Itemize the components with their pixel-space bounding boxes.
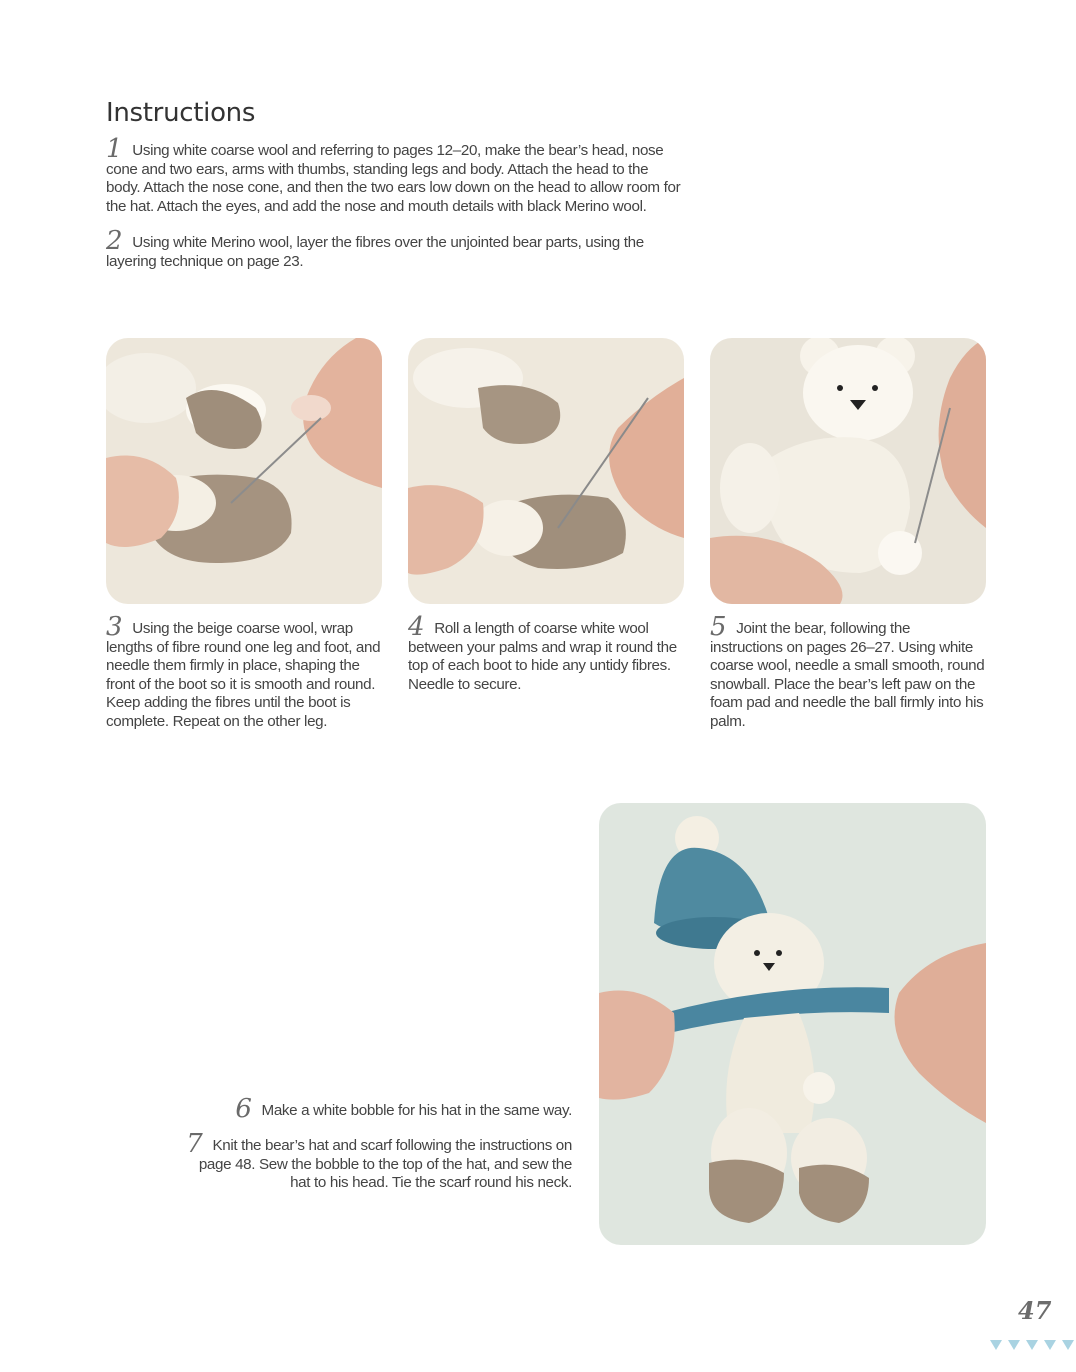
instruction-step-3 <box>106 612 386 732</box>
step-text: Using white coarse wool and referring to pages 12–20, make the bear’s head, nose cone and two ears, arms with thumbs, standing legs and body. Attach the head to the body. Attach the nose cone, and then the two ears low down on the head to allow room for the hat. Attach the eyes, and add the nose and mouth details with black Merino wool. <box>106 142 681 215</box>
step-text: Using the beige coarse wool, wrap lengths of fibre round one leg and foot, and needle them firmly in place, shaping the front of the boot so it is smooth and round. Keep adding the fibres until the boot is complete. Repeat on the other leg. <box>106 620 381 730</box>
step-number: 5 <box>710 612 727 642</box>
triangle-icon <box>1008 1340 1020 1350</box>
instruction-step-2 <box>106 226 681 271</box>
instruction-step-7 <box>180 1129 572 1193</box>
instruction-step-6 <box>180 1094 572 1124</box>
step-text: Knit the bear’s hat and scarf following the instructions on page 48. Sew the bobble to the top of the hat, and sew the hat to his head. Tie the scarf round his neck. <box>198 1137 572 1192</box>
page-number: 47 <box>1018 1296 1052 1325</box>
step-photo-boot-trim <box>408 338 684 604</box>
triangle-icon <box>990 1340 1002 1350</box>
step-number: 1 <box>106 134 123 164</box>
finished-bear-photo <box>599 803 986 1245</box>
step-text: Using white Merino wool, layer the fibres over the unjointed bear parts, using the layering technique on page 23. <box>106 234 644 270</box>
decorative-triangles <box>990 1340 1074 1350</box>
step-text: Joint the bear, following the instructions on pages 26–27. Using white coarse wool, needle a small smooth, round snowball. Place the bear’s left paw on the foam pad and needle the ball firmly into his palm. <box>710 620 985 730</box>
step-text: Roll a length of coarse white wool between your palms and wrap it round the top of each boot to hide any untidy fibres. Needle to secure. <box>408 620 677 693</box>
step-number: 7 <box>186 1129 203 1159</box>
step-number: 4 <box>408 612 425 642</box>
triangle-icon <box>1062 1340 1074 1350</box>
step-text: Make a white bobble for his hat in the same way. <box>261 1102 572 1119</box>
step-photo-jointed-bear <box>710 338 986 604</box>
step-number: 2 <box>106 226 123 256</box>
step-number: 3 <box>106 612 123 642</box>
step-number: 6 <box>235 1094 252 1124</box>
step-photo-boot-wrapping <box>106 338 382 604</box>
triangle-icon <box>1044 1340 1056 1350</box>
page-heading: Instructions <box>106 98 256 128</box>
instruction-step-4 <box>408 612 688 694</box>
triangle-icon <box>1026 1340 1038 1350</box>
instruction-step-1 <box>106 134 681 216</box>
instruction-step-5 <box>710 612 985 732</box>
